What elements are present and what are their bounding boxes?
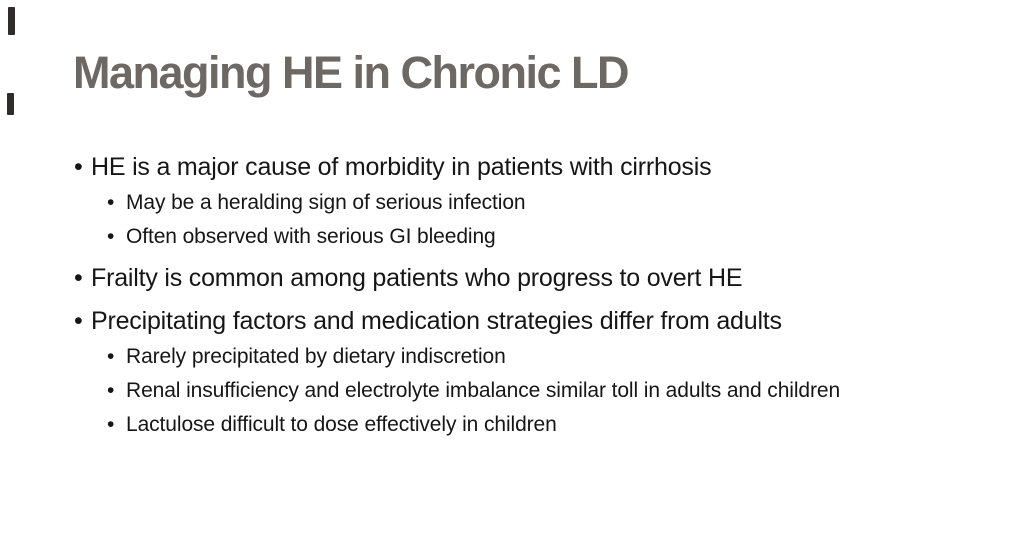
bullet-item bbox=[73, 344, 878, 370]
bullet-text: Often observed with serious GI bleeding bbox=[126, 225, 496, 248]
bullet-text: Precipitating factors and medication strategies differ from adults bbox=[91, 307, 782, 335]
bullet-item bbox=[73, 224, 878, 250]
bullet-dot-icon: • bbox=[74, 264, 83, 292]
bullet-dot-icon: • bbox=[107, 191, 115, 214]
bullet-text: May be a heralding sign of serious infection bbox=[126, 191, 526, 214]
bullet-item bbox=[73, 412, 878, 438]
bullet-item bbox=[73, 152, 943, 182]
cropped-glyph-fragment-mid-icon bbox=[7, 93, 14, 115]
bullet-text: Lactulose difficult to dose effectively in children bbox=[126, 413, 557, 436]
bullet-item bbox=[73, 378, 878, 404]
bullet-text: Frailty is common among patients who progress to overt HE bbox=[91, 264, 743, 292]
bullet-dot-icon: • bbox=[107, 413, 115, 436]
bullet-item bbox=[73, 306, 943, 336]
bullet-text: HE is a major cause of morbidity in patients with cirrhosis bbox=[91, 153, 712, 181]
bullet-item bbox=[73, 190, 878, 216]
bullet-dot-icon: • bbox=[107, 379, 115, 402]
bullet-item bbox=[73, 263, 943, 293]
bullet-text: Rarely precipitated by dietary indiscretion bbox=[126, 345, 506, 368]
cropped-glyph-fragment-top-icon bbox=[8, 7, 15, 35]
bullet-list bbox=[73, 152, 943, 438]
slide-title: Managing HE in Chronic LD bbox=[73, 47, 628, 98]
bullet-dot-icon: • bbox=[74, 153, 83, 181]
bullet-text: Renal insufficiency and electrolyte imbalance similar toll in adults and children bbox=[126, 379, 841, 402]
bullet-dot-icon: • bbox=[74, 307, 83, 335]
bullet-dot-icon: • bbox=[107, 225, 115, 248]
bullet-dot-icon: • bbox=[107, 345, 115, 368]
